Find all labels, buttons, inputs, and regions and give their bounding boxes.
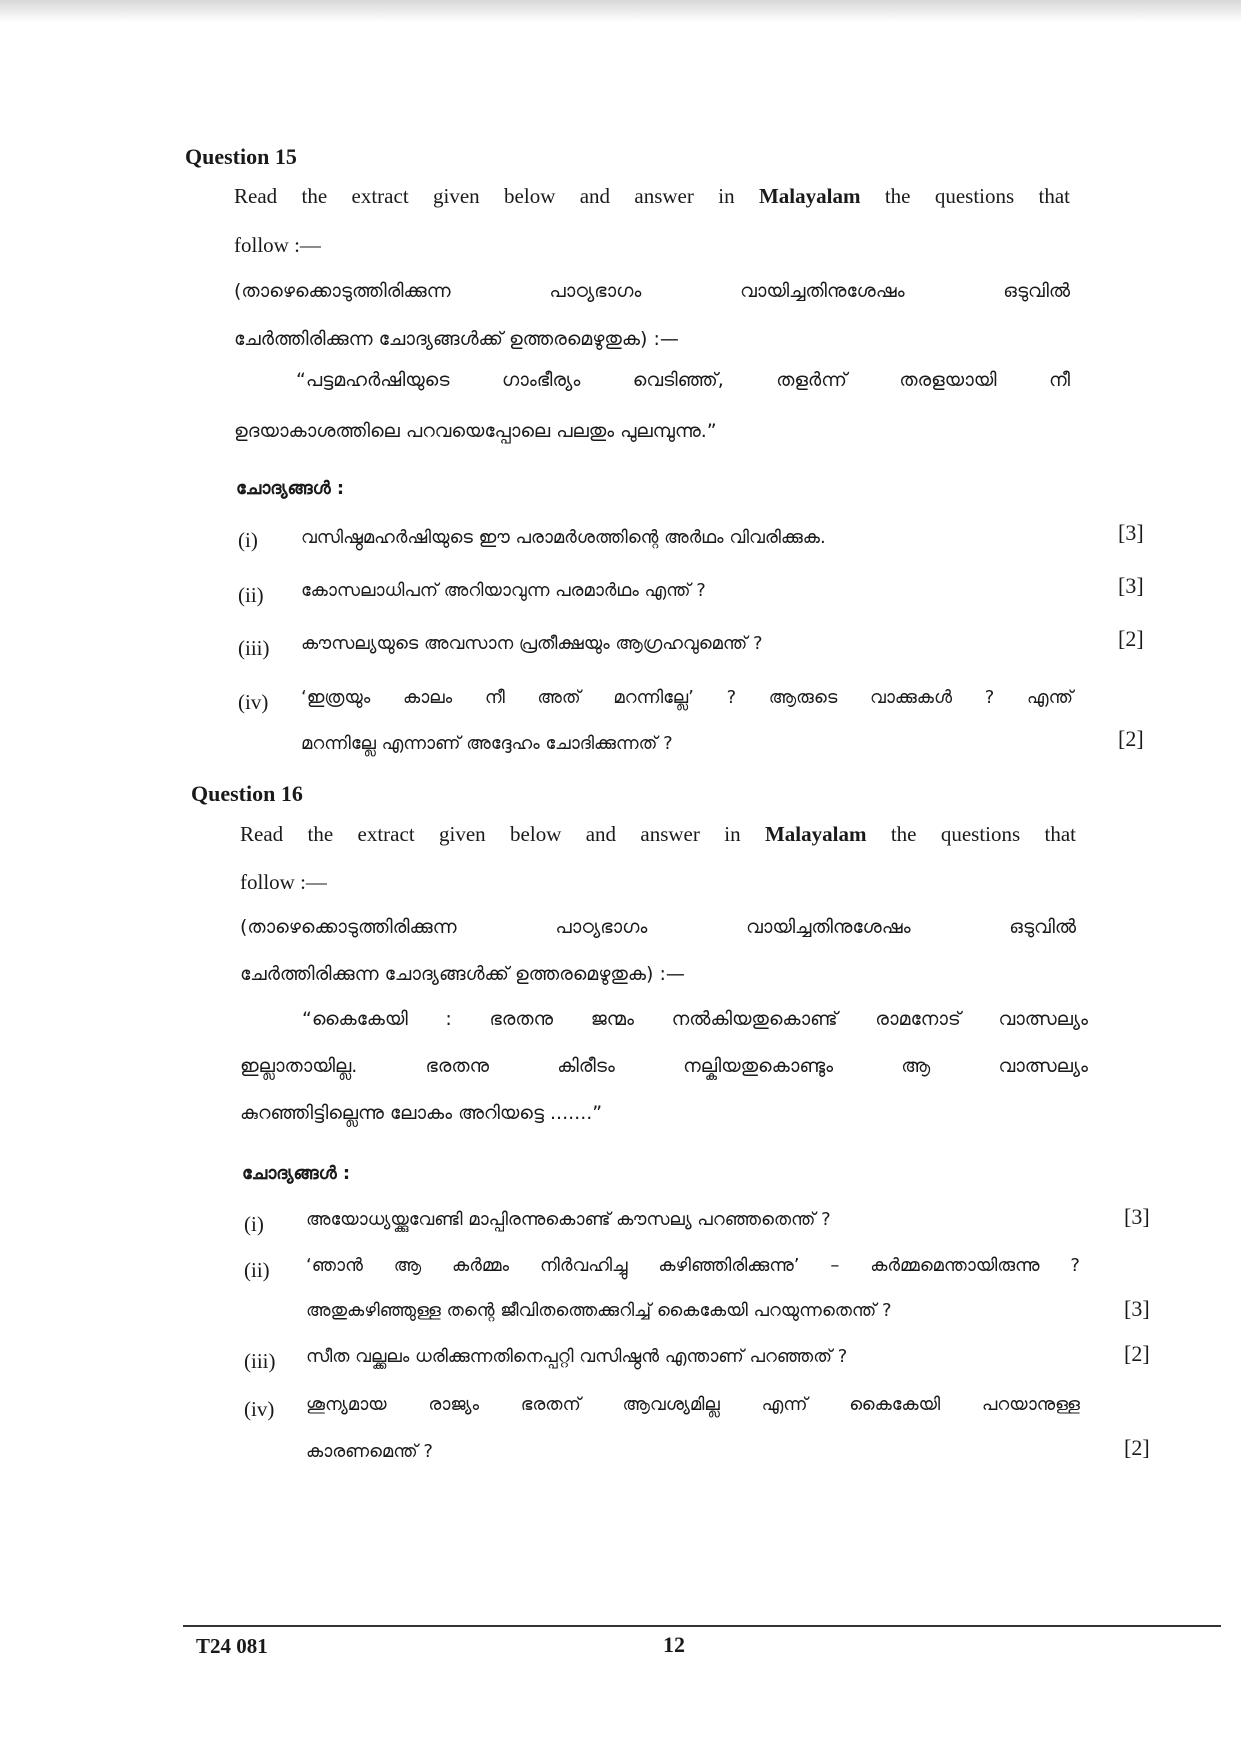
q15-extract-line-1: “പട്ടമഹർഷിയുടെ ഗാംഭീര്യം വെടിഞ്ഞ്, തളർന്ന് തരളയായി നീ <box>296 369 1070 391</box>
q15-item-2-text: കോസലാധിപന് അറിയാവുന്ന പരമാർഥം എന്ത് ? <box>301 580 706 601</box>
q15-item-1-text: വസിഷ്ഠമഹർഷിയുടെ ഈ പരാമർശത്തിന്റെ അർഥം വിവരിക്കുക. <box>301 527 826 548</box>
q16-item-4-number: (iv) <box>244 1397 275 1421</box>
q16-item-4-marks: [2] <box>1124 1435 1150 1460</box>
question-16-title: Question 16 <box>191 781 303 806</box>
question-15-title: Question 15 <box>185 144 297 169</box>
q16-item-2-text-continued: അതുകഴിഞ്ഞുള്ള തന്റെ ജീവിതത്തെക്കുറിച്ച് കൈകേയി പറയുന്നതെന്ത് ? <box>306 1300 892 1321</box>
q16-intro-text-a: Read the extract given below and answer in <box>240 822 741 846</box>
q15-item-2-number: (ii) <box>238 583 264 607</box>
q15-item-3-number: (iii) <box>238 636 270 660</box>
q16-item-2-number: (ii) <box>244 1258 270 1282</box>
q15-ml-instruction-2: ചേർത്തിരിക്കുന്ന ചോദ്യങ്ങൾക്ക് ഉത്തരമെഴുതുക) :— <box>234 328 679 350</box>
q16-item-4-text: ശൂന്യമായ രാജ്യം ഭരതന് ആവശ്യമില്ല എന്ന് കൈകേയി പറയാനുള്ള <box>306 1394 1080 1415</box>
q16-extract-line-3: കുറഞ്ഞിട്ടില്ലെന്നു ലോകം അറിയട്ടെ .......” <box>240 1102 603 1124</box>
q15-item-3-marks: [2] <box>1118 626 1144 651</box>
q15-intro-follow: follow :— <box>234 233 321 257</box>
q15-intro <box>234 184 1070 209</box>
q15-intro-text-b: the questions that <box>884 184 1071 208</box>
q15-item-1-marks: [3] <box>1118 520 1144 545</box>
q16-item-3-marks: [2] <box>1124 1341 1150 1366</box>
paper-code: T24 081 <box>196 1634 268 1658</box>
scan-top-edge <box>0 0 1241 22</box>
q15-item-1-number: (i) <box>238 528 258 552</box>
q16-extract-line-1: “കൈകേയി : ഭരതനു ജന്മം നൽകിയതുകൊണ്ട് രാമനോട് വാത്സല്യം <box>302 1008 1088 1030</box>
q16-questions-heading: ചോദ്യങ്ങൾ : <box>242 1163 351 1184</box>
q16-item-1-text: അയോധ്യയ്ക്കുവേണ്ടി മാപ്പിരന്നുകൊണ്ട് കൗസല്യ പറഞ്ഞതെന്ത് ? <box>306 1209 831 1230</box>
q16-item-2-marks: [3] <box>1124 1296 1150 1321</box>
q16-ml-instruction-1: (താഴെക്കൊടുത്തിരിക്കുന്ന പാഠ്യഭാഗം വായിച്ചതിനുശേഷം ഒടുവിൽ <box>240 916 1076 938</box>
q15-item-4-number: (iv) <box>238 690 269 714</box>
q15-ml-instruction-1: (താഴെക്കൊടുത്തിരിക്കുന്ന പാഠ്യഭാഗം വായിച്ചതിനുശേഷം ഒടുവിൽ <box>234 280 1070 302</box>
q16-item-3-number: (iii) <box>244 1349 276 1373</box>
q16-item-4-text-continued: കാരണമെന്ത് ? <box>306 1441 433 1462</box>
page-number: 12 <box>663 1632 685 1657</box>
q16-item-1-number: (i) <box>244 1212 264 1236</box>
q16-intro-text-b: the questions that <box>890 822 1077 846</box>
q15-item-2-marks: [3] <box>1118 573 1144 598</box>
q15-questions-heading: ചോദ്യങ്ങൾ : <box>236 478 345 499</box>
q15-item-3-text: കൗസല്യയുടെ അവസാന പ്രതീക്ഷയും ആഗ്രഹവുമെന്ത് ? <box>301 633 763 654</box>
q15-intro-text-a: Read the extract given below and answer in <box>234 184 735 208</box>
footer-rule <box>183 1625 1221 1627</box>
q15-item-4-marks: [2] <box>1118 726 1144 751</box>
q16-item-2-text: ‘ഞാൻ ആ കർമ്മം നിർവഹിച്ചു കഴിഞ്ഞിരിക്കുന്നു’ – കർമ്മമെന്തായിരുന്നു ? <box>306 1255 1080 1276</box>
q15-intro-language: Malayalam <box>758 184 861 208</box>
q15-item-4-text-continued: മറന്നില്ലേ എന്നാണ് അദ്ദേഹം ചോദിക്കുന്നത് ? <box>301 733 673 754</box>
q16-item-3-text: സീത വല്ക്കലം ധരിക്കുന്നതിനെപ്പറ്റി വസിഷ്ഠൻ എന്താണ് പറഞ്ഞത് ? <box>306 1346 848 1367</box>
q16-intro <box>240 822 1076 847</box>
q16-intro-language: Malayalam <box>764 822 867 846</box>
q16-intro-follow: follow :— <box>240 870 327 894</box>
q16-ml-instruction-2: ചേർത്തിരിക്കുന്ന ചോദ്യങ്ങൾക്ക് ഉത്തരമെഴുതുക) :— <box>240 963 685 985</box>
q15-extract-line-2: ഉദയാകാശത്തിലെ പറവയെപ്പോലെ പലതും പുലമ്പുന്നു.” <box>234 420 717 442</box>
q15-item-4-text: ‘ഇത്രയും കാലം നീ അത് മറന്നില്ലേ’ ? ആരുടെ വാക്കുകൾ ? എന്ത് <box>301 687 1073 708</box>
q16-item-1-marks: [3] <box>1124 1204 1150 1229</box>
q16-extract-line-2: ഇല്ലാതായില്ല. ഭരതനു കിരീടം നല്കിയതുകൊണ്ടും ആ വാത്സല്യം <box>240 1055 1088 1077</box>
